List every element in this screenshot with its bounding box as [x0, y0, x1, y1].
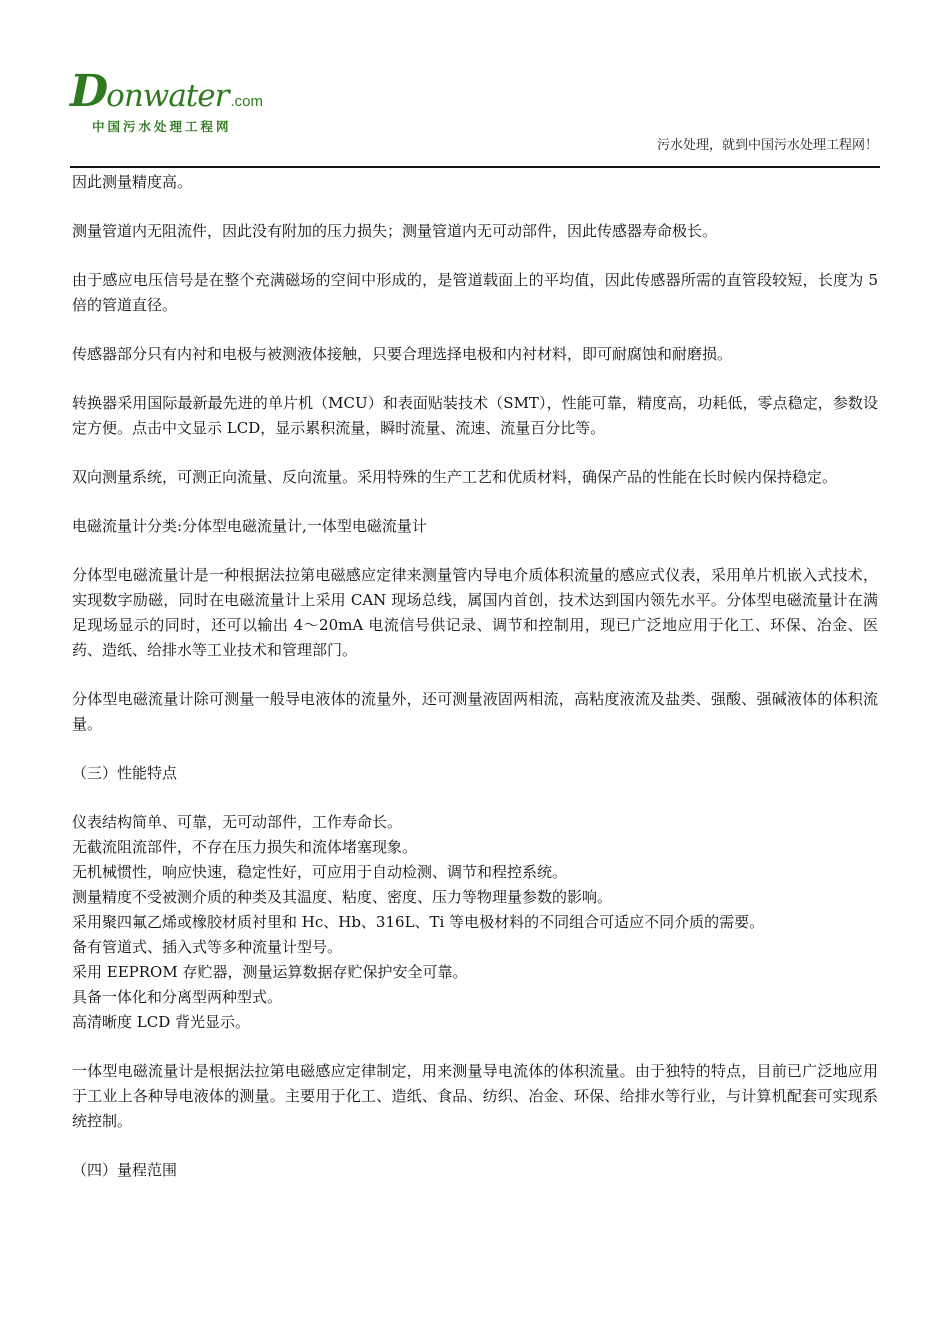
feature-item: 采用 EEPROM 存贮器，测量运算数据存贮保护安全可靠。 [72, 963, 468, 981]
feature-item: 备有管道式、插入式等多种流量计型号。 [72, 938, 343, 956]
article-body [72, 170, 878, 1207]
section-heading: （四）量程范围 [72, 1161, 178, 1179]
section-heading: 电磁流量计分类:分体型电磁流量计,一体型电磁流量计 [72, 517, 427, 535]
paragraph: 分体型电磁流量计是一种根据法拉第电磁感应定律来测量管内导电介质体积流量的感应式仪表，采用单片机嵌入式技术，实现数字励磁，同时在电磁流量计上采用 CAN 现场总线，属国内首创，技术达到国内领先水平。分体型电磁流量计在满足现场显示的同时，还可以输出 4～20mA 电流信号供记录、调节和控制用，现已广泛地应用于化工、环保、冶金、医药、造纸、给排水等工业技术和管理部门。 [72, 566, 878, 659]
logo-wordmark: Donwater .com [70, 66, 263, 117]
paragraph: 转换器采用国际最新最先进的单片机（MCU）和表面贴装技术（SMT），性能可靠，精度高，功耗低，零点稳定，参数设定方便。点击中文显示 LCD，显示累积流量，瞬时流量、流速、流量百分比等。 [72, 394, 878, 437]
paragraph: 因此测量精度高。 [72, 173, 193, 191]
paragraph: 双向测量系统，可测正向流量、反向流量。采用特殊的生产工艺和优质材料，确保产品的性能在长时候内保持稳定。 [72, 468, 838, 486]
paragraph: 测量管道内无阻流件，因此没有附加的压力损失；测量管道内无可动部件，因此传感器寿命极长。 [72, 222, 718, 240]
feature-list [72, 810, 878, 1035]
feature-item: 无截流阻流部件，不存在压力损失和流体堵塞现象。 [72, 838, 418, 856]
section-heading: （三）性能特点 [72, 764, 178, 782]
header-divider [70, 166, 880, 168]
feature-item: 仪表结构简单、可靠，无可动部件，工作寿命长。 [72, 813, 403, 831]
paragraph: 由于感应电压信号是在整个充满磁场的空间中形成的，是管道载面上的平均值，因此传感器所需的直管段较短，长度为 5 倍的管道直径。 [72, 271, 878, 314]
feature-item: 测量精度不受被测介质的种类及其温度、粘度、密度、压力等物理量参数的影响。 [72, 888, 613, 906]
feature-item: 高清晰度 LCD 背光显示。 [72, 1013, 251, 1031]
donwater-logo[interactable] [70, 66, 270, 136]
feature-item: 具备一体化和分离型两种型式。 [72, 988, 283, 1006]
paragraph: 传感器部分只有内衬和电极与被测液体接触，只要合理选择电极和内衬材料，即可耐腐蚀和耐磨损。 [72, 345, 733, 363]
paragraph: 一体型电磁流量计是根据法拉第电磁感应定律制定，用来测量导电流体的体积流量。由于独特的特点，目前已广泛地应用于工业上各种导电液体的测量。主要用于化工、造纸、食品、纺织、冶金、环保、给排水等行业，与计算机配套可实现系统控制。 [72, 1062, 878, 1130]
paragraph: 分体型电磁流量计除可测量一般导电液体的流量外，还可测量液固两相流，高粘度液流及盐类、强酸、强碱液体的体积流量。 [72, 690, 878, 733]
page-header [70, 66, 880, 168]
header-slogan: 污水处理，就到中国污水处理工程网！ [656, 138, 878, 153]
feature-item: 采用聚四氟乙烯或橡胶材质衬里和 Hc、Hb、316L、Ti 等电极材料的不同组合可适应不同介质的需要。 [72, 913, 765, 931]
logo-subtitle: 中国污水处理工程网 [92, 119, 232, 134]
feature-item: 无机械惯性，响应快速，稳定性好，可应用于自动检测、调节和程控系统。 [72, 863, 568, 881]
